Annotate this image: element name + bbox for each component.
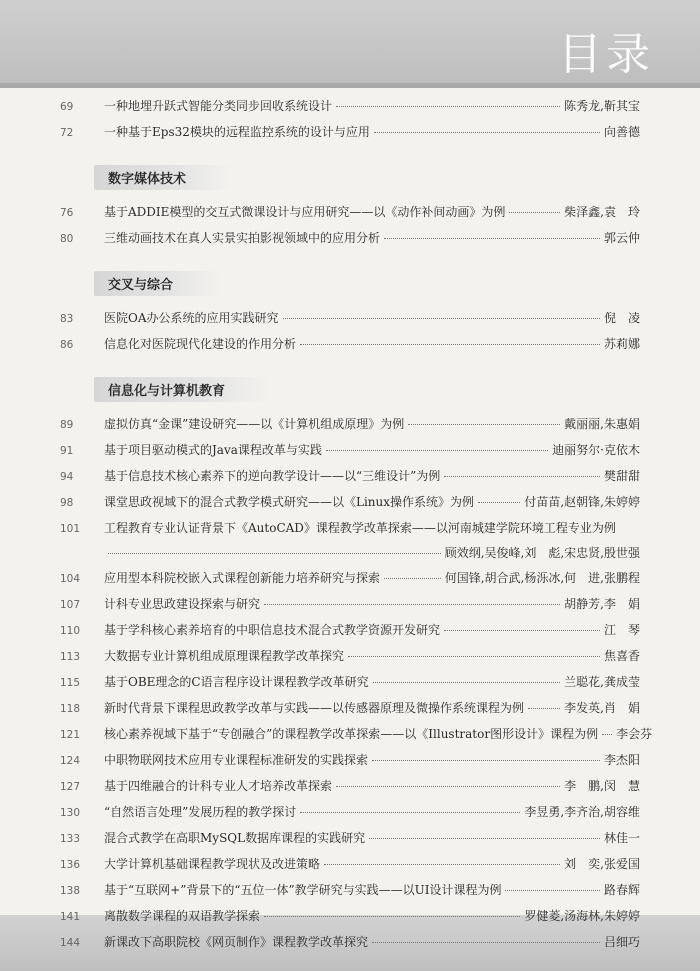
page-number: 136: [60, 859, 81, 871]
article-title: 基于ADDIE模型的交互式微课设计与应用研究——以《动作补间动画》为例: [104, 205, 506, 219]
page-number: 144: [60, 937, 81, 949]
page-number: 127: [60, 781, 81, 793]
page-number: 138: [60, 885, 81, 897]
dot-leader: [602, 734, 612, 735]
dot-leader: [408, 424, 560, 425]
dot-leader: [374, 132, 600, 133]
dot-leader: [108, 553, 441, 554]
article-author: 罗健菱,汤海林,朱婷婷: [524, 909, 640, 923]
article-author: 陈秀龙,靳其宝: [564, 99, 640, 113]
article-title: 离散数学课程的双语教学探索: [104, 909, 261, 923]
article-author: 焦喜香: [603, 649, 640, 663]
toc-entry[interactable]: [60, 444, 640, 457]
article-author: 兰聪花,龚成莹: [564, 675, 640, 689]
toc-entry[interactable]: [60, 232, 640, 245]
article-author: 付苗苗,赵朝锋,朱婷婷: [524, 495, 640, 509]
article-title: 大学计算机基础课程教学现状及改进策略: [104, 857, 321, 871]
page-number: 98: [60, 497, 74, 509]
article-title: 中职物联网技术应用专业课程标准研发的实践探索: [104, 753, 369, 767]
toc-entry[interactable]: [60, 598, 640, 611]
article-title: 基于四维融合的计科专业人才培养改革探索: [104, 779, 333, 793]
toc-entry[interactable]: [60, 206, 640, 219]
dot-leader: [264, 916, 520, 917]
toc-entry[interactable]: [60, 702, 640, 715]
article-author: 林佳一: [603, 831, 640, 845]
toc-entry[interactable]: [60, 312, 640, 325]
section-heading: 数字媒体技术: [94, 165, 234, 190]
toc-entry[interactable]: [60, 780, 640, 793]
dot-leader: [478, 502, 520, 503]
toc-entry[interactable]: [60, 522, 640, 559]
toc-entry[interactable]: [60, 338, 640, 351]
article-author: 李昱勇,李齐治,胡容维: [524, 805, 640, 819]
article-author: 刘 奕,张爱国: [564, 857, 640, 871]
article-author: 迪丽努尔·克依木: [552, 443, 640, 457]
section-heading: 交叉与综合: [94, 271, 221, 296]
page-number: 91: [60, 445, 74, 457]
article-author: 苏莉娜: [603, 337, 640, 351]
toc-entry[interactable]: [60, 858, 640, 871]
article-author: 李会芬: [616, 727, 653, 741]
toc-entry[interactable]: [60, 624, 640, 637]
article-title: 大数据专业计算机组成原理课程教学改革探究: [104, 649, 345, 663]
dot-leader: [324, 864, 560, 865]
toc-entry[interactable]: [60, 910, 640, 923]
page-title: 目录: [558, 29, 654, 80]
dot-leader: [264, 604, 560, 605]
page-number: 124: [60, 755, 81, 767]
page-number: 121: [60, 729, 81, 741]
toc-entry[interactable]: [60, 572, 640, 585]
toc-entry[interactable]: [60, 754, 640, 767]
article-title: 基于OBE理念的C语言程序设计课程教学改革研究: [104, 675, 369, 689]
toc-entry[interactable]: [60, 650, 640, 663]
dot-leader: [300, 812, 520, 813]
article-author: 樊甜甜: [603, 469, 640, 483]
page-number: 133: [60, 833, 81, 845]
table-of-contents: [60, 99, 653, 962]
article-title: 基于项目驱动模式的Java课程改革与实践: [104, 443, 322, 457]
page-number: 86: [60, 339, 74, 351]
page-number: 110: [60, 625, 81, 637]
toc-entry[interactable]: [60, 832, 640, 845]
article-author: 吕细巧: [603, 935, 640, 949]
article-author: 向善德: [603, 125, 640, 139]
dot-leader: [509, 212, 560, 213]
page-number: 141: [60, 911, 81, 923]
article-title: 基于“互联网+”背景下的“五位一体”教学研究与实践——以UI设计课程为例: [104, 883, 502, 897]
article-title: “自然语言处理”发展历程的教学探讨: [104, 805, 297, 819]
article-title: 一种地埋升跃式智能分类同步回收系统设计: [104, 99, 333, 113]
dot-leader: [444, 630, 600, 631]
article-title: 课堂思政视域下的混合式教学模式研究——以《Linux操作系统》为例: [104, 495, 475, 509]
page-number: 69: [60, 101, 74, 113]
article-title: 应用型本科院校嵌入式课程创新能力培养研究与探索: [104, 571, 381, 585]
page-number: 115: [60, 677, 81, 689]
article-author: 江 琴: [603, 623, 640, 637]
article-author: 戴丽丽,朱惠娟: [564, 417, 640, 431]
article-title: 信息化对医院现代化建设的作用分析: [104, 337, 297, 351]
article-author: 路春辉: [603, 883, 640, 897]
toc-entry[interactable]: [60, 676, 640, 689]
dot-leader: [326, 450, 548, 451]
article-author: 李发英,肖 娟: [564, 701, 640, 715]
dot-leader: [336, 106, 560, 107]
dot-leader: [444, 476, 600, 477]
article-author: 李 鹏,闵 慧: [564, 779, 640, 793]
toc-entry[interactable]: [60, 936, 640, 949]
dot-leader: [505, 890, 600, 891]
section-heading: 信息化与计算机教育: [94, 377, 273, 402]
article-author: 郭云仲: [603, 231, 640, 245]
article-author: 柴泽鑫,袁 玲: [564, 205, 640, 219]
toc-entry[interactable]: [60, 470, 640, 483]
article-author: 倪 凌: [603, 311, 640, 325]
toc-entry[interactable]: [60, 884, 640, 897]
article-author: 何国锋,胡合武,杨泺冰,何 进,张鹏程: [444, 571, 640, 585]
dot-leader: [300, 344, 600, 345]
article-title: 基于信息技术核心素养下的逆向教学设计——以“三维设计”为例: [104, 469, 441, 483]
article-title: 一种基于Eps32模块的远程监控系统的设计与应用: [104, 125, 370, 139]
toc-entry[interactable]: [60, 100, 640, 113]
dot-leader: [369, 838, 600, 839]
article-title: 新时代背景下课程思政教学改革与实践——以传感器原理及微操作系统课程为例: [104, 701, 525, 715]
dot-leader: [348, 656, 600, 657]
dot-leader: [384, 238, 600, 239]
page-number: 89: [60, 419, 74, 431]
toc-entry[interactable]: [60, 418, 640, 431]
page-number: 80: [60, 233, 74, 245]
dot-leader: [384, 578, 441, 579]
page-number: 104: [60, 573, 81, 585]
article-author: 胡静芳,李 娟: [564, 597, 640, 611]
page-number: 83: [60, 313, 74, 325]
toc-entry[interactable]: [60, 727, 653, 741]
article-title: 虚拟仿真“金课”建设研究——以《计算机组成原理》为例: [104, 417, 405, 431]
article-title: 计科专业思政建设探索与研究: [104, 597, 261, 611]
article-title: 工程教育专业认证背景下《AutoCAD》课程教学改革探索——以河南城建学院环境工程专业为例: [104, 521, 616, 535]
dot-leader: [373, 682, 561, 683]
article-author: 顾效纲,吴俊峰,刘 彪,宋忠贤,殷世强: [444, 546, 640, 560]
article-title: 核心素养视域下基于“专创融合”的课程教学改革探索——以《Illustrator图形设计》课程为例: [104, 727, 599, 741]
page-number: 101: [60, 523, 81, 535]
article-author: 李杰阳: [603, 753, 640, 767]
page-number: 113: [60, 651, 81, 663]
page-number: 94: [60, 471, 74, 483]
page-number: 76: [60, 207, 74, 219]
dot-leader: [283, 318, 600, 319]
dot-leader: [336, 786, 560, 787]
page-number: 72: [60, 127, 74, 139]
toc-entry[interactable]: [60, 126, 640, 139]
toc-entry[interactable]: [60, 496, 640, 509]
article-title: 新课改下高职院校《网页制作》课程教学改革探究: [104, 935, 369, 949]
page-number: 130: [60, 807, 81, 819]
article-title: 基于学科核心素养培育的中职信息技术混合式教学资源开发研究: [104, 623, 441, 637]
dot-leader: [372, 942, 600, 943]
dot-leader: [528, 708, 560, 709]
page-number: 118: [60, 703, 81, 715]
article-title: 医院OA办公系统的应用实践研究: [104, 311, 279, 325]
dot-leader: [372, 760, 600, 761]
toc-entry[interactable]: [60, 806, 640, 819]
page-number: 107: [60, 599, 81, 611]
article-title: 混合式教学在高职MySQL数据库课程的实践研究: [104, 831, 366, 845]
article-title: 三维动画技术在真人实景实拍影视领域中的应用分析: [104, 231, 381, 245]
